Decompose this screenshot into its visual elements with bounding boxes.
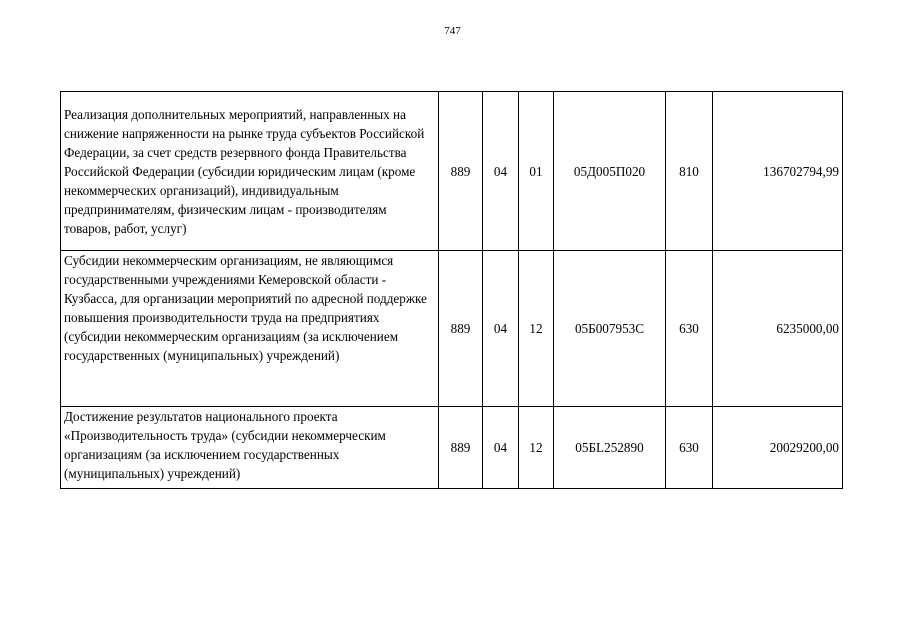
- ministry-code-cell: 889: [439, 251, 483, 407]
- target-article-cell: 05Б007953С: [554, 251, 666, 407]
- table-row: [61, 92, 843, 251]
- target-article-cell: 05Д005П020: [554, 92, 666, 251]
- table-row: [61, 407, 843, 489]
- amount-cell: 20029200,00: [713, 407, 843, 489]
- ministry-code-cell: 889: [439, 92, 483, 251]
- subsection-code-cell: 12: [519, 407, 554, 489]
- amount-cell: 6235000,00: [713, 251, 843, 407]
- section-code-cell: 04: [483, 407, 519, 489]
- target-article-cell: 05БL252890: [554, 407, 666, 489]
- description-cell: Субсидии некоммерческим организациям, не являющимся государственными учреждениями Кемеровской области - Кузбасса, для организации мероприятий по адресной поддержке повышения производительности труда на предприятиях (субсидии некоммерческим организациям (за исключением государственных (муниципальных) учреждений): [61, 251, 439, 407]
- expense-type-cell: 630: [666, 407, 713, 489]
- table-row: [61, 251, 843, 407]
- expense-type-cell: 630: [666, 251, 713, 407]
- page-number: 747: [444, 25, 461, 37]
- subsection-code-cell: 01: [519, 92, 554, 251]
- description-cell: Реализация дополнительных мероприятий, направленных на снижение напряженности на рынке труда субъектов Российской Федерации, за счет средств резервного фонда Правительства Российской Федерации (субсидии юридическим лицам (кроме некоммерческих организаций), индивидуальным предпринимателям, физическим лицам - производителям товаров, работ, услуг): [61, 92, 439, 251]
- subsection-code-cell: 12: [519, 251, 554, 407]
- expense-type-cell: 810: [666, 92, 713, 251]
- section-code-cell: 04: [483, 251, 519, 407]
- budget-table: [60, 91, 843, 489]
- amount-cell: 136702794,99: [713, 92, 843, 251]
- ministry-code-cell: 889: [439, 407, 483, 489]
- description-cell: Достижение результатов национального проекта «Производительность труда» (субсидии некоммерческим организациям (за исключением государственных (муниципальных) учреждений): [61, 407, 439, 489]
- section-code-cell: 04: [483, 92, 519, 251]
